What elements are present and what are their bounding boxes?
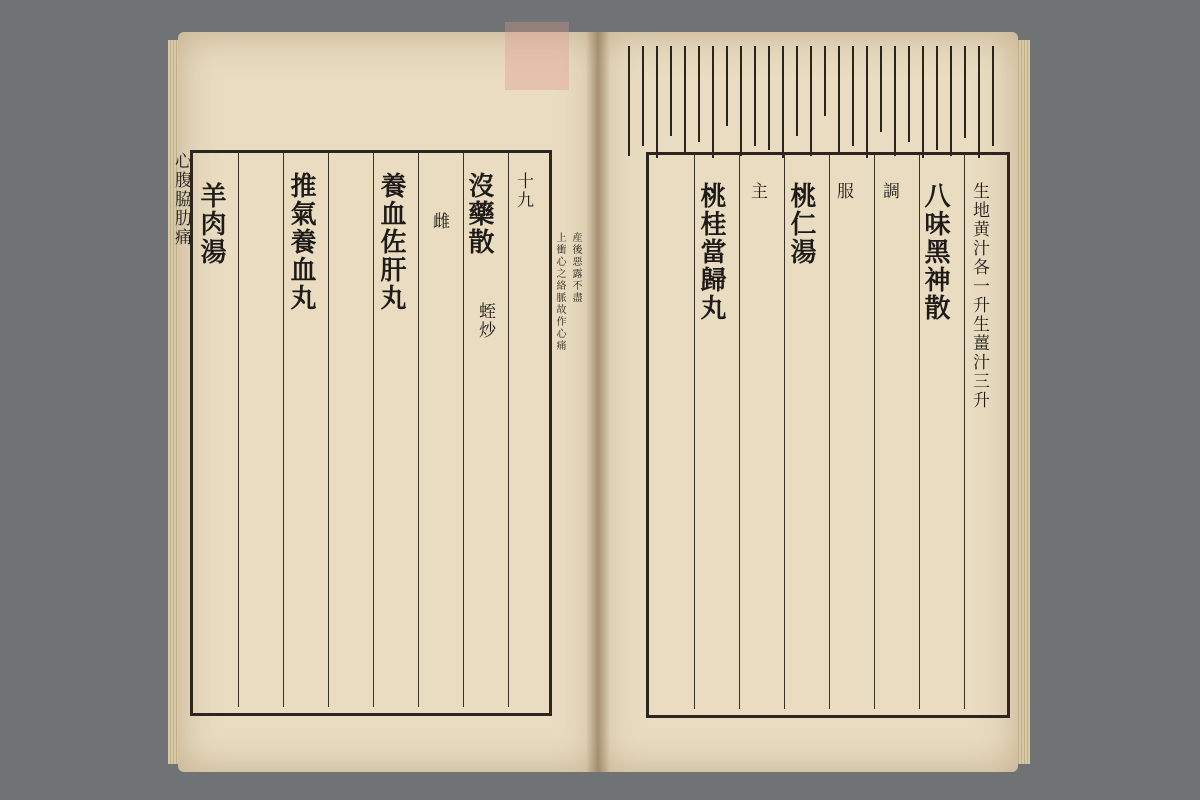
text-column-right-2: 桃仁湯	[786, 182, 816, 266]
text-column-4: 蛭炒	[475, 302, 495, 340]
text-column-5: 養血佐肝丸	[376, 172, 406, 312]
book-gutter	[586, 32, 610, 772]
right-page	[598, 32, 1018, 772]
margin-title: 心腹脇肋痛	[171, 152, 191, 247]
text-column-right-6: 調	[879, 182, 899, 201]
marginal-notes-texture	[618, 42, 1008, 162]
text-column-3: 雌	[429, 212, 449, 231]
right-commentary-lines	[614, 222, 622, 350]
commentary-1: 産後惡露不盡	[570, 232, 581, 304]
left-text-frame	[190, 150, 552, 716]
text-column-2: 沒藥散	[464, 172, 494, 256]
text-column-7: 羊肉湯	[196, 182, 226, 266]
commentary-2: 上衝心之絡脈故作心痛	[554, 232, 565, 352]
left-page	[171, 32, 598, 772]
text-column-1: 十九	[513, 172, 533, 210]
text-column-right-5: 服	[833, 182, 853, 201]
marginal-notes	[618, 42, 1008, 162]
text-column-right-1: 八味黑神散	[920, 182, 950, 322]
text-column-right-3: 桃桂當歸丸	[696, 182, 726, 322]
text-column-right-7: 主	[747, 182, 767, 201]
seal-stamp	[505, 22, 569, 90]
text-column-6: 推氣養血丸	[286, 172, 316, 312]
text-column-right-4: 生地黄汁各一升生薑汁三升	[969, 182, 989, 410]
right-page-edges	[1016, 40, 1030, 764]
